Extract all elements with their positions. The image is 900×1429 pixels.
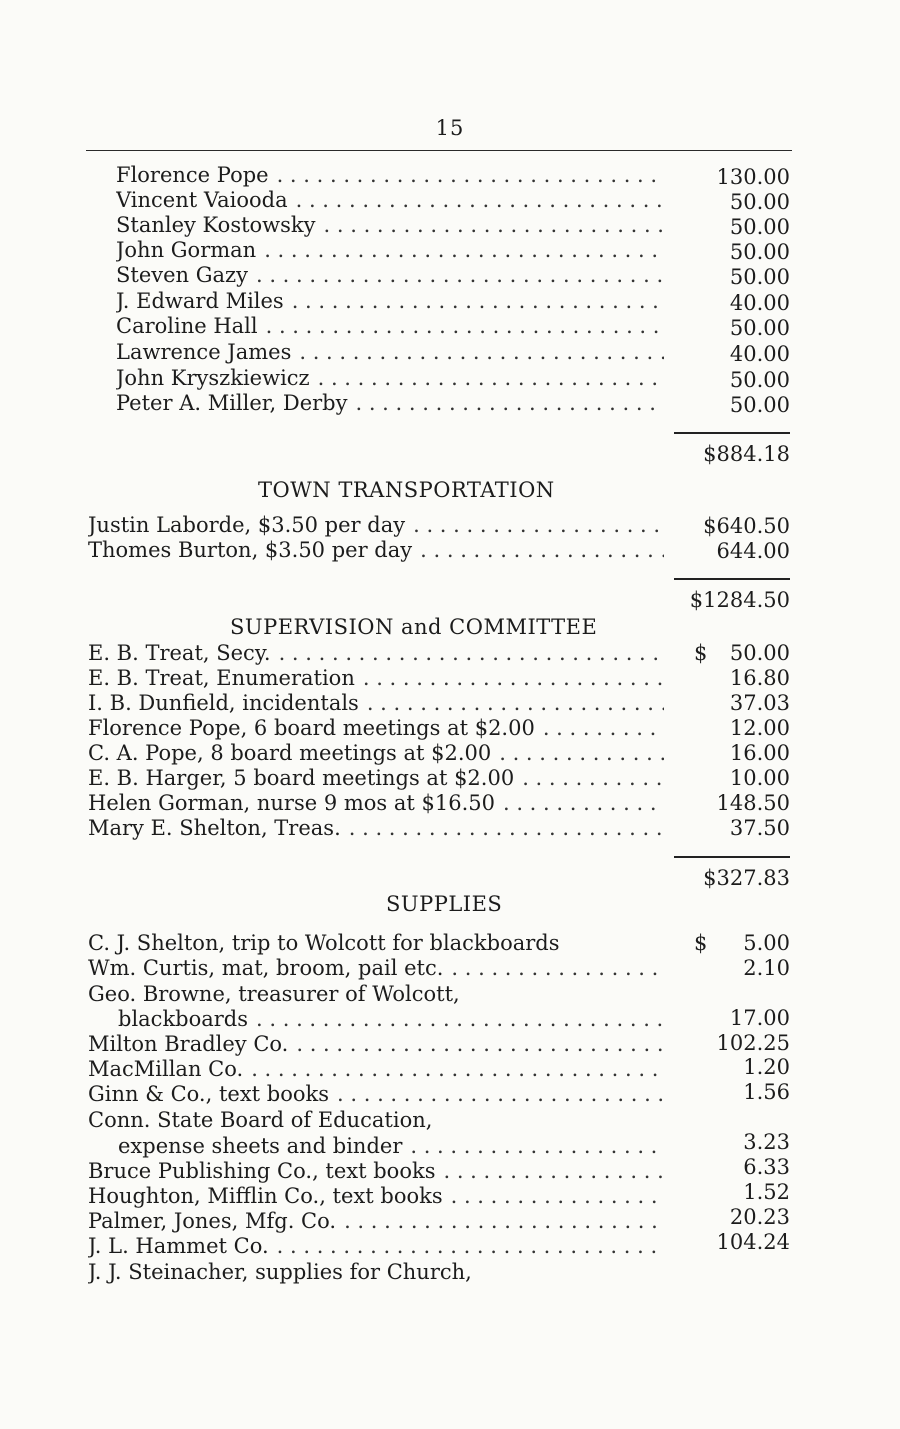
- ledger-entry: Peter A. Miller, Derby . . .: [116, 391, 664, 416]
- entry-amount: 50.00: [729, 190, 790, 214]
- ledger-entry: Wm. Curtis, mat, broom, pail etc. . . .: [88, 956, 664, 981]
- entry-amount: 37.50: [729, 816, 790, 840]
- entry-amount: 6.33: [743, 1155, 790, 1179]
- ledger-entry: MacMillan Co. . . .: [88, 1057, 664, 1082]
- ledger-entry: expense sheets and binder . . .: [118, 1134, 664, 1159]
- amount-value: 50.00: [729, 641, 790, 665]
- entry-amount: 2.10: [743, 956, 790, 980]
- ledger-entry: Bruce Publishing Co., text books . . .: [88, 1159, 664, 1184]
- ledger-entry: J. L. Hammet Co. . . .: [88, 1234, 664, 1259]
- ledger-entry: Houghton, Mifflin Co., text books . . .: [88, 1184, 664, 1209]
- currency-sign: $: [694, 641, 708, 665]
- ledger-entry: I. B. Dunfield, incidentals . . .: [88, 691, 664, 716]
- ledger-entry: Ginn & Co., text books . . .: [88, 1082, 664, 1107]
- entry-amount: 102.25: [716, 1031, 790, 1055]
- section-heading: TOWN TRANSPORTATION: [258, 478, 555, 502]
- entry-amount: 10.00: [729, 766, 790, 790]
- ledger-entry-line: Geo. Browne, treasurer of Wolcott,: [88, 982, 460, 1006]
- section-total: $1284.50: [689, 588, 790, 612]
- ledger-entry: Thomes Burton, $3.50 per day . . .: [88, 538, 664, 563]
- section-heading: SUPPLIES: [386, 892, 503, 916]
- currency-sign: $: [694, 931, 708, 955]
- ledger-entry: Lawrence James . . .: [116, 340, 664, 365]
- entry-amount: 50.00: [729, 240, 790, 264]
- entry-amount: [672, 931, 790, 956]
- ledger-entry: Justin Laborde, $3.50 per day . . .: [88, 513, 664, 538]
- entry-amount: 16.00: [729, 741, 790, 765]
- ledger-entry-line: Conn. State Board of Education,: [88, 1108, 433, 1132]
- ledger-entry-line: J. J. Steinacher, supplies for Church,: [88, 1260, 472, 1284]
- entry-amount: 1.20: [743, 1055, 790, 1079]
- ledger-entry: Stanley Kostowsky . . .: [116, 213, 664, 238]
- entry-amount: 40.00: [729, 291, 790, 315]
- entry-amount: 148.50: [716, 791, 790, 815]
- entry-amount: 104.24: [716, 1230, 790, 1254]
- entry-amount: [672, 641, 790, 666]
- ledger-entry: Milton Bradley Co. . . .: [88, 1032, 664, 1057]
- ledger-entry: Caroline Hall . . .: [116, 314, 664, 339]
- ledger-entry: Palmer, Jones, Mfg. Co. . . .: [88, 1209, 664, 1234]
- ledger-entry: E. B. Harger, 5 board meetings at $2.00 . . .: [88, 766, 664, 791]
- entry-amount: 16.80: [729, 666, 790, 690]
- ledger-entry: Steven Gazy . . .: [116, 263, 664, 288]
- ledger-entry: John Kryszkiewicz . . .: [116, 366, 664, 391]
- entry-amount: 1.56: [743, 1080, 790, 1104]
- ledger-entry: blackboards . . .: [118, 1007, 664, 1032]
- ledger-entry: J. Edward Miles . . .: [116, 289, 664, 314]
- amount-value: 5.00: [743, 931, 790, 955]
- total-rule: [674, 856, 790, 858]
- ledger-entry: Florence Pope, 6 board meetings at $2.00 . . .: [88, 716, 664, 741]
- total-rule: [674, 578, 790, 580]
- page-number: 15: [435, 116, 465, 140]
- ledger-entry: John Gorman . . .: [116, 238, 664, 263]
- ledger-entry: Vincent Vaiooda . . .: [116, 188, 664, 213]
- ledger-entry: Helen Gorman, nurse 9 mos at $16.50 . . .: [88, 791, 664, 816]
- entry-amount: 50.00: [729, 316, 790, 340]
- entry-amount: $640.50: [703, 514, 790, 538]
- entry-amount: 1.52: [743, 1180, 790, 1204]
- entry-amount: 17.00: [729, 1006, 790, 1030]
- section-heading: SUPERVISION and COMMITTEE: [230, 615, 598, 639]
- ledger-entry: E. B. Treat, Secy. . . .: [88, 641, 664, 666]
- entry-amount: 20.23: [729, 1205, 790, 1229]
- entry-amount: 40.00: [729, 342, 790, 366]
- ledger-entry: C. A. Pope, 8 board meetings at $2.00 . . .: [88, 741, 664, 766]
- entry-amount: 3.23: [743, 1130, 790, 1154]
- entry-amount: 50.00: [729, 393, 790, 417]
- section-total: $884.18: [703, 442, 790, 466]
- entry-amount: 12.00: [729, 716, 790, 740]
- entry-amount: 130.00: [716, 165, 790, 189]
- entry-amount: 50.00: [729, 265, 790, 289]
- entry-amount: 50.00: [729, 368, 790, 392]
- ledger-entry: Florence Pope . . .: [116, 163, 664, 188]
- entry-amount: 50.00: [729, 215, 790, 239]
- ledger-entry: E. B. Treat, Enumeration . . .: [88, 666, 664, 691]
- section-total: $327.83: [703, 866, 790, 890]
- total-rule: [674, 432, 790, 434]
- header-rule: [86, 150, 792, 151]
- ledger-entry: Mary E. Shelton, Treas. . . .: [88, 816, 664, 841]
- entry-amount: 37.03: [729, 691, 790, 715]
- ledger-entry: C. J. Shelton, trip to Wolcott for blackboards: [88, 931, 560, 955]
- entry-amount: 644.00: [716, 539, 790, 563]
